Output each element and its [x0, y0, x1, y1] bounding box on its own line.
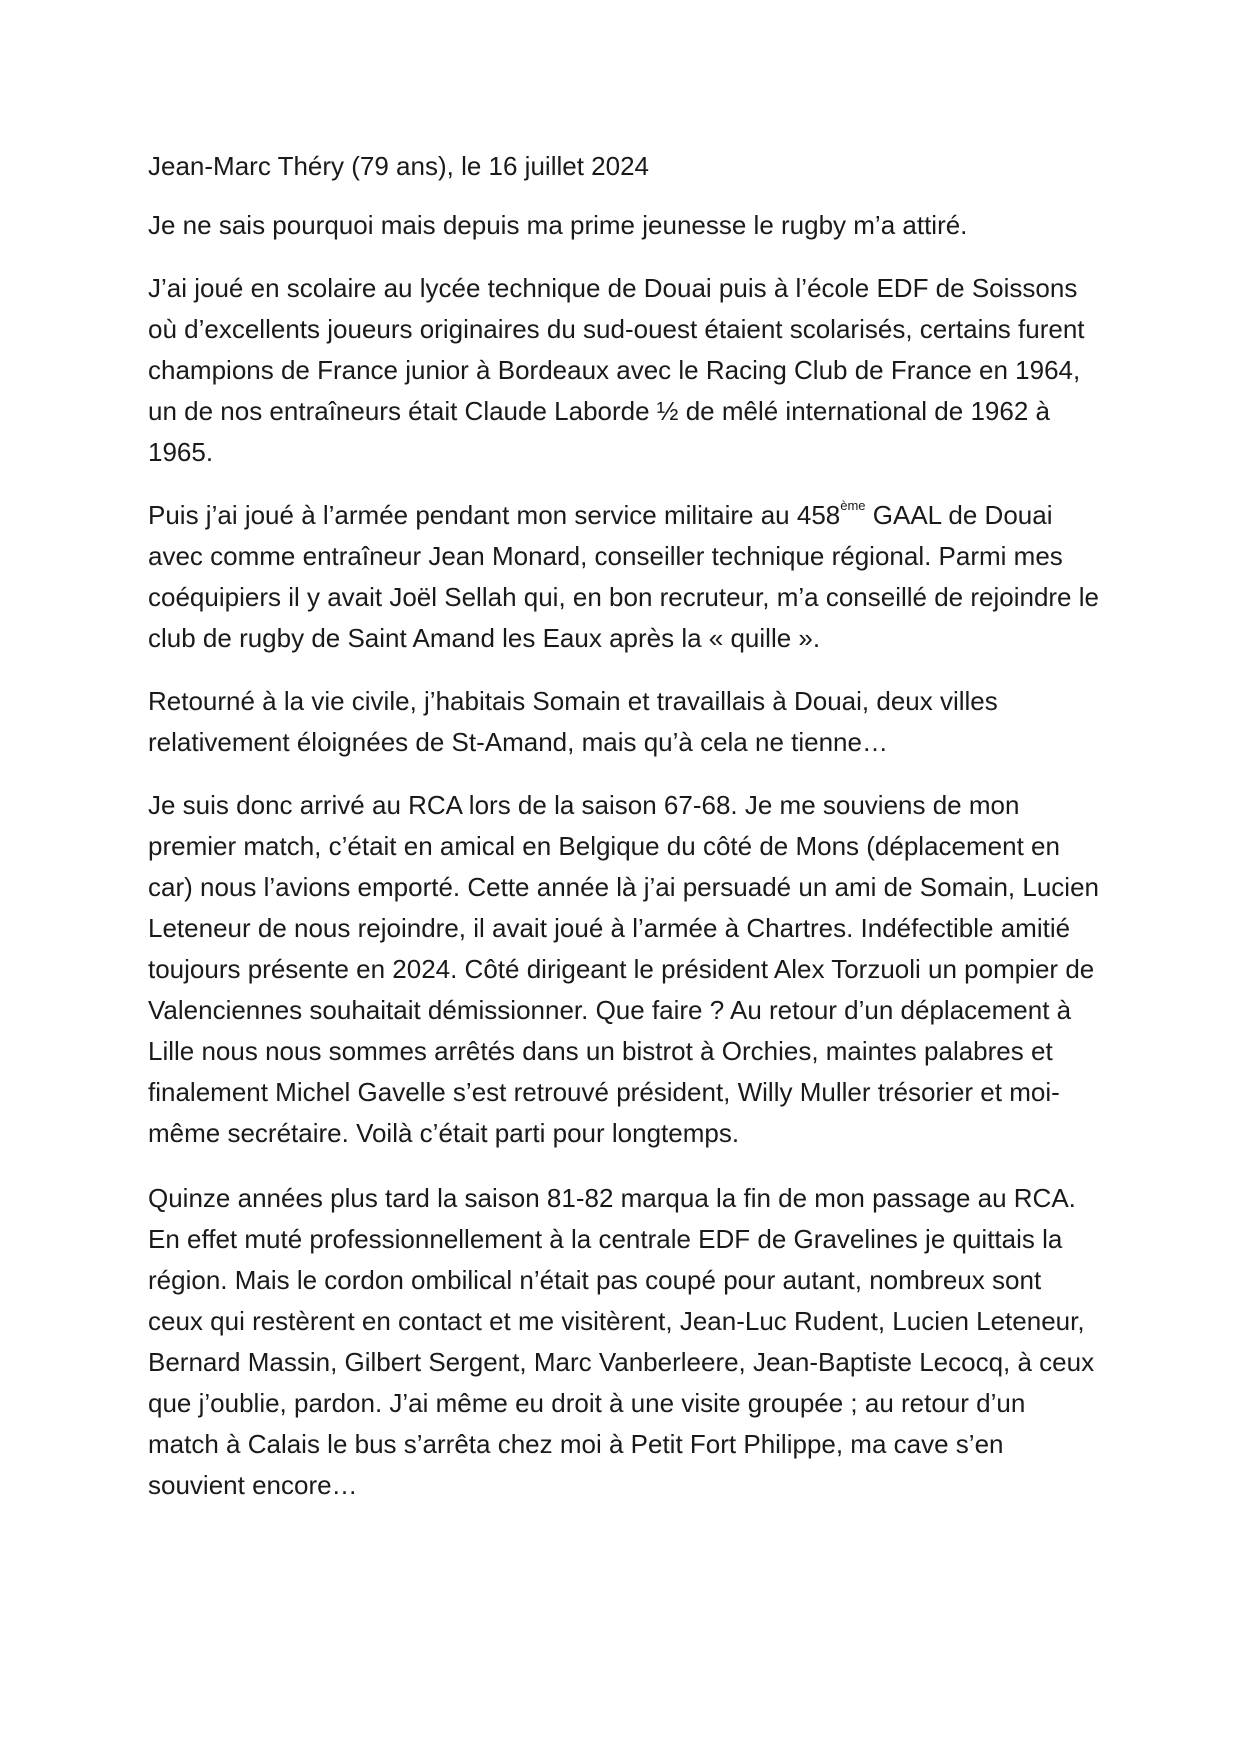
paragraph-army-start: Puis j’ai joué à l’armée pendant mon service militaire au 458 — [148, 500, 841, 530]
document-header: Jean-Marc Théry (79 ans), le 16 juillet 2024 — [148, 151, 649, 181]
paragraph-civil-life: Retourné à la vie civile, j’habitais Somain et travaillais à Douai, deux villes relativement éloignées de St-Amand, mais qu’à cela ne tienne… — [148, 686, 998, 757]
paragraph-school: J’ai joué en scolaire au lycée technique de Douai puis à l’école EDF de Soissons où d’excellents joueurs originaires du sud-ouest étaient scolarisés, certains furent champions de France junior à Bordeaux avec le Racing Club de France en 1964, un de nos entraîneurs était Claude Laborde ½ de mêlé international de 1962 à 1965. — [148, 273, 1085, 467]
paragraph-rca-arrival: Je suis donc arrivé au RCA lors de la saison 67-68. Je me souviens de mon premier match, c’était en amical en Belgique du côté de Mons (déplacement en car) nous l’avions emporté. Cette année là j’ai persuadé un ami de Somain, Lucien Leteneur de nous rejoindre, il avait joué à l’armée à Chartres. Indéfectible amitié toujours présente en 2024. Côté dirigeant le président Alex Torzuoli un pompier de Valenciennes souhaitait démissionner. Que faire ? Au retour d’un déplacement à Lille nous nous sommes arrêtés dans un bistrot à Orchies, maintes palabres et finalement Michel Gavelle s’est retrouvé président, Willy Muller trésorier et moi-même secrétaire. Voilà c’était parti pour longtemps. — [148, 790, 1099, 1148]
paragraph-intro: Je ne sais pourquoi mais depuis ma prime jeunesse le rugby m’a attiré. — [148, 210, 968, 240]
ordinal-superscript: ème — [840, 498, 866, 513]
paragraph-army — [148, 495, 1100, 659]
paragraph-army-end: GAAL de Douai avec comme entraîneur Jean Monard, conseiller technique régional. Parmi mes coéquipiers il y avait Joël Sellah qui, en bon recruteur, m’a conseillé de rejoindre le club de rugby de Saint Amand les Eaux après la « quille ». — [148, 500, 1099, 653]
document-page — [148, 146, 1100, 1528]
paragraph-departure: Quinze années plus tard la saison 81-82 marqua la fin de mon passage au RCA. En effet muté professionnellement à la centrale EDF de Gravelines je quittais la région. Mais le cordon ombilical n’était pas coupé pour autant, nombreux sont ceux qui restèrent en contact et me visitèrent, Jean-Luc Rudent, Lucien Leteneur, Bernard Massin, Gilbert Sergent, Marc Vanberleere, Jean-Baptiste Lecocq, à ceux que j’oublie, pardon. J’ai même eu droit à une visite groupée ; au retour d’un match à Calais le bus s’arrêta chez moi à Petit Fort Philippe, ma cave s’en souvient encore… — [148, 1183, 1095, 1500]
